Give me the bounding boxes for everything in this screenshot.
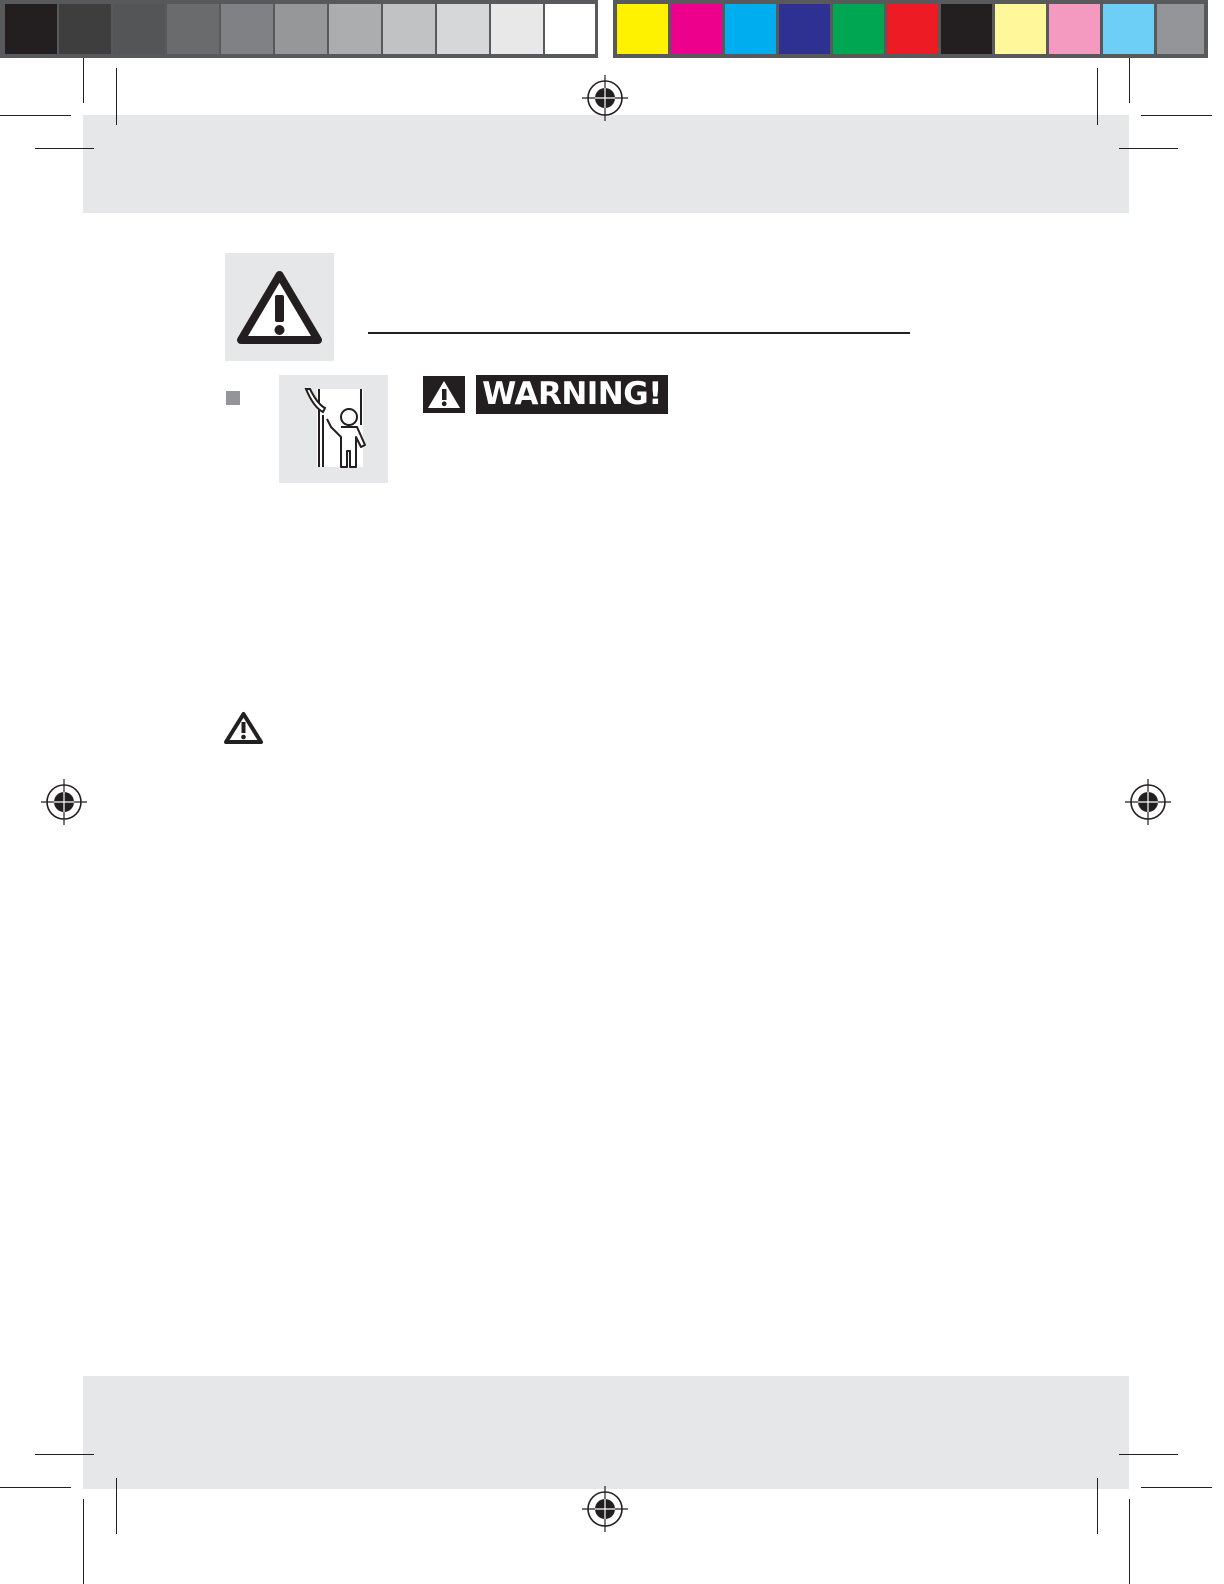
crop-mark	[116, 1478, 117, 1534]
child-at-door-icon	[279, 375, 388, 483]
crop-mark	[83, 1499, 84, 1584]
safety-section-icon-box	[225, 253, 334, 361]
list-bullet	[226, 391, 240, 405]
swatch	[329, 4, 381, 54]
crop-mark	[1119, 1454, 1178, 1455]
crop-mark	[1097, 1478, 1098, 1534]
warning-triangle-icon	[222, 710, 265, 746]
registration-mark-icon	[41, 779, 87, 825]
crop-mark	[1097, 68, 1098, 125]
swatch	[221, 4, 273, 54]
section-heading-rule	[368, 332, 910, 334]
footer-band	[83, 1376, 1129, 1489]
swatch	[59, 4, 111, 54]
swatch	[167, 4, 219, 54]
crop-mark	[35, 1454, 94, 1455]
crop-mark	[0, 1487, 71, 1488]
registration-mark-icon	[582, 75, 628, 121]
crop-mark	[1141, 1487, 1212, 1488]
crop-mark	[116, 68, 117, 125]
swatch	[437, 4, 489, 54]
warning-triangle-icon	[225, 253, 334, 361]
swatch	[995, 4, 1046, 54]
swatch	[617, 4, 668, 54]
crop-mark	[83, 58, 84, 103]
swatch	[113, 4, 165, 54]
crop-mark	[1129, 1499, 1130, 1584]
child-pictogram-box	[279, 375, 388, 483]
crop-mark	[1129, 58, 1130, 103]
swatch	[491, 4, 543, 54]
registration-mark-icon	[582, 1486, 628, 1532]
swatch	[941, 4, 992, 54]
header-band	[83, 115, 1129, 213]
swatch	[275, 4, 327, 54]
swatch	[1049, 4, 1100, 54]
crop-mark	[1141, 115, 1212, 116]
crop-mark	[35, 148, 94, 149]
warning-badge-label: WARNING!	[476, 375, 668, 414]
swatch	[887, 4, 938, 54]
grayscale-swatch-strip	[0, 0, 598, 58]
swatch	[383, 4, 435, 54]
registration-mark-icon	[1125, 779, 1171, 825]
swatch	[5, 4, 57, 54]
crop-mark	[1119, 148, 1178, 149]
crop-mark	[0, 115, 71, 116]
swatch	[1103, 4, 1154, 54]
swatch	[1157, 4, 1204, 54]
warning-triangle-icon	[423, 376, 465, 413]
swatch	[545, 4, 595, 54]
swatch	[779, 4, 830, 54]
swatch	[671, 4, 722, 54]
process-color-swatch-strip	[613, 0, 1208, 58]
swatch	[725, 4, 776, 54]
swatch	[833, 4, 884, 54]
